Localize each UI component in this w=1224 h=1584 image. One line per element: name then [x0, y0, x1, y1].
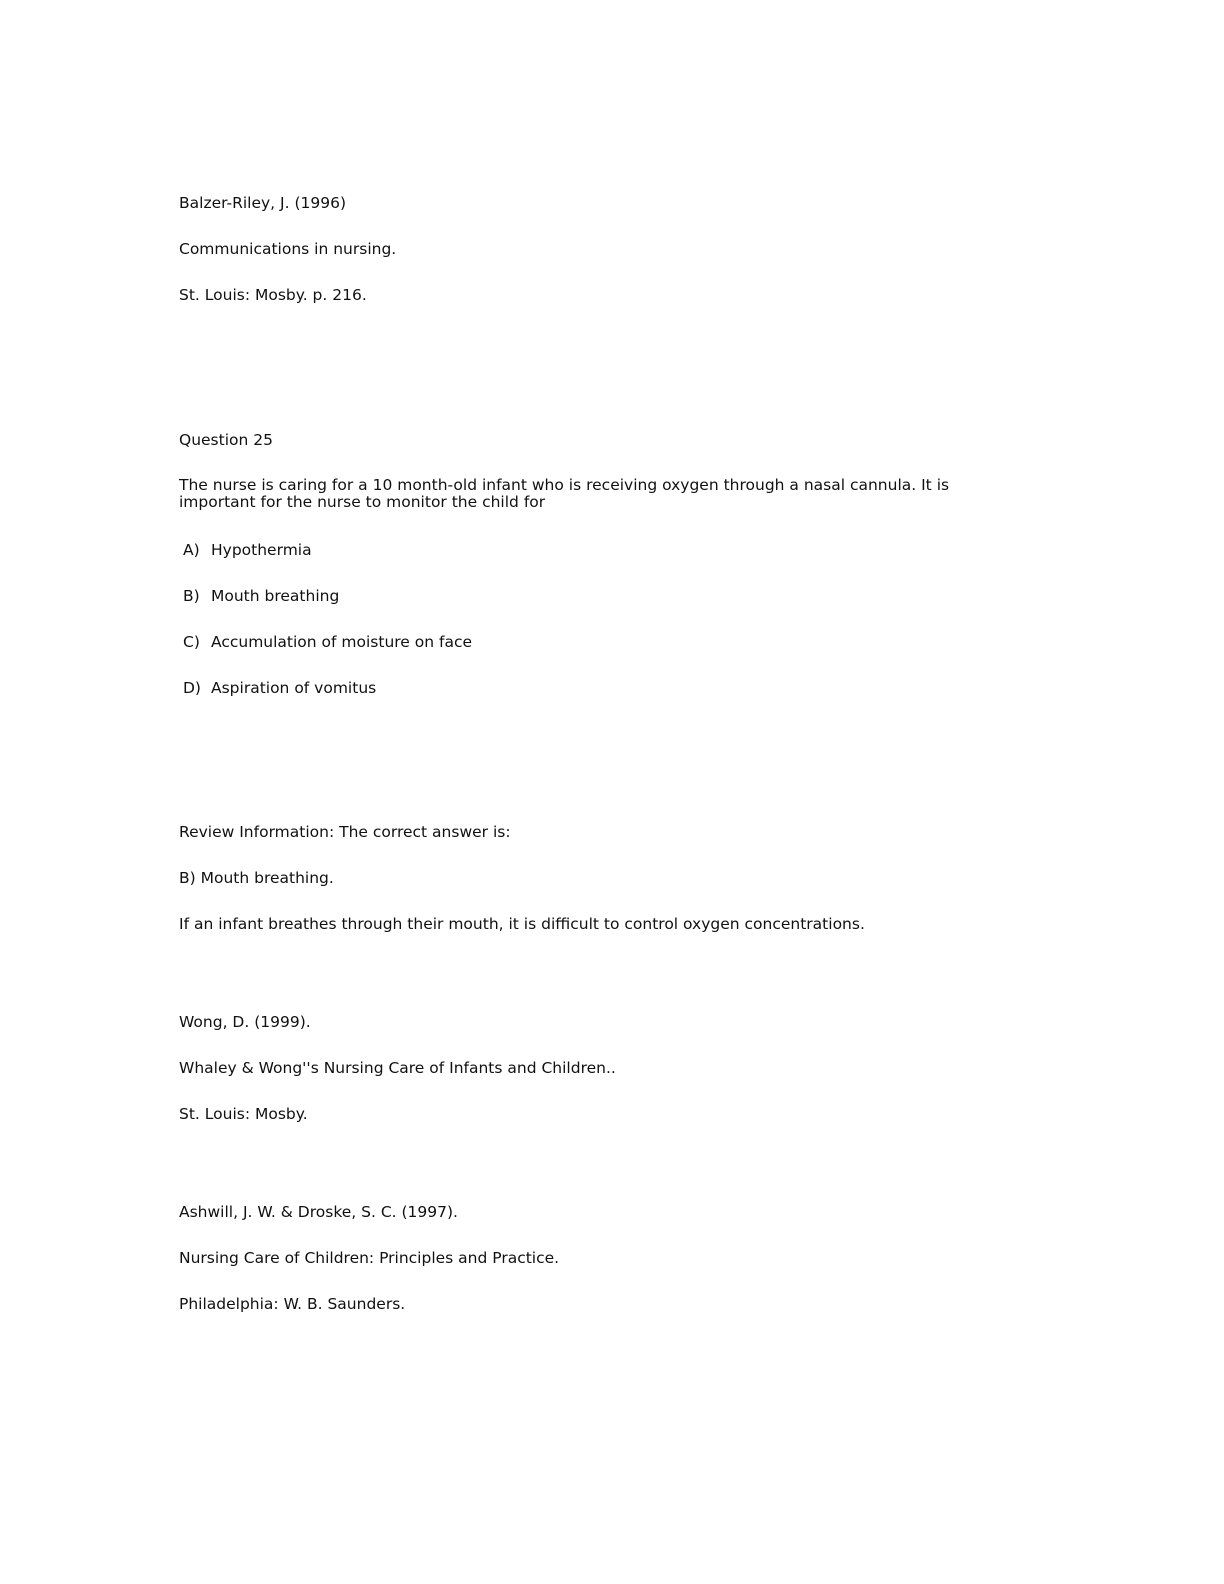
ref2-title: Whaley & Wong''s Nursing Care of Infants and Children..: [179, 1059, 616, 1077]
ref2-publisher: St. Louis: Mosby.: [179, 1105, 308, 1123]
ref1-publisher: St. Louis: Mosby. p. 216.: [179, 286, 367, 304]
option-c-text: Accumulation of moisture on face: [211, 633, 473, 651]
option-b-letter: B): [183, 587, 200, 605]
option-b: [183, 587, 339, 605]
ref3-title: Nursing Care of Children: Principles and Practice.: [179, 1249, 560, 1267]
option-b-text: Mouth breathing: [211, 587, 340, 605]
ref1-author: Balzer-Riley, J. (1996): [179, 194, 346, 212]
review-heading: Review Information: The correct answer is:: [179, 823, 511, 841]
review-answer: B) Mouth breathing.: [179, 869, 334, 887]
ref3-publisher: Philadelphia: W. B. Saunders.: [179, 1295, 406, 1313]
ref3-author: Ashwill, J. W. & Droske, S. C. (1997).: [179, 1203, 458, 1221]
option-a: [183, 541, 312, 559]
ref1-title: Communications in nursing.: [179, 240, 397, 258]
option-d: [183, 679, 376, 697]
ref2-author: Wong, D. (1999).: [179, 1013, 311, 1031]
option-a-letter: A): [183, 541, 200, 559]
review-explanation: If an infant breathes through their mouth, it is difficult to control oxygen concentrations.: [179, 915, 865, 933]
option-d-text: Aspiration of vomitus: [211, 679, 377, 697]
question-stem: The nurse is caring for a 10 month-old infant who is receiving oxygen through a nasal cannula. It is important for the nurse to monitor the child for: [179, 476, 950, 511]
option-d-letter: D): [183, 679, 201, 697]
option-a-text: Hypothermia: [211, 541, 312, 559]
option-c: [183, 633, 472, 651]
option-c-letter: C): [183, 633, 200, 651]
question-label: Question 25: [179, 431, 273, 449]
